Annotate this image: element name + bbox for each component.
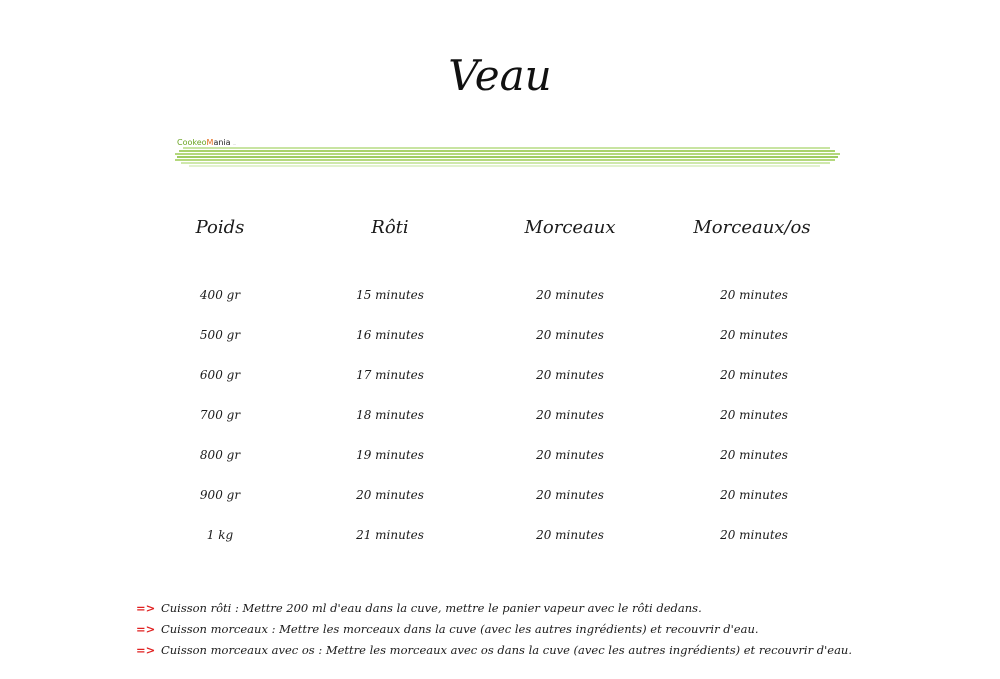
table-cell-morceaux: 20 minutes (536, 488, 604, 502)
header-morceaux-os: Morceaux/os (693, 217, 811, 238)
table-cell-roti: 19 minutes (356, 448, 424, 462)
note-text: Cuisson rôti : Mettre 200 ml d'eau dans la cuve, mettre le panier vapeur avec le rôti dedans. (160, 601, 702, 615)
header-poids: Poids (195, 217, 245, 238)
table-cell-roti: 21 minutes (356, 528, 424, 542)
table-cell-morceaux: 20 minutes (536, 528, 604, 542)
table-cell-morceaux: 20 minutes (536, 448, 604, 462)
table-cell-roti: 16 minutes (356, 328, 424, 342)
decorative-stripes (175, 146, 840, 168)
brand-logo-part1: Cookeo (177, 138, 207, 147)
table-cell-morceaux-os: 20 minutes (720, 488, 788, 502)
table-cell-roti: 15 minutes (356, 288, 424, 302)
brand-logo-part2: M (206, 138, 214, 147)
table-cell-weight: 600 gr (199, 368, 241, 382)
brand-logo-part3: ania (213, 138, 231, 147)
table-cell-morceaux: 20 minutes (536, 328, 604, 342)
table-cell-weight: 700 gr (199, 408, 241, 422)
table-cell-morceaux-os: 20 minutes (720, 328, 788, 342)
note-cuisson-morceaux-os (136, 642, 852, 658)
table-cell-weight: 500 gr (199, 328, 241, 342)
table-cell-morceaux-os: 20 minutes (720, 368, 788, 382)
arrow-icon: => (136, 622, 156, 636)
table-cell-roti: 20 minutes (356, 488, 424, 502)
table-cell-morceaux: 20 minutes (536, 368, 604, 382)
note-cuisson-roti (136, 600, 702, 616)
table-cell-morceaux-os: 20 minutes (720, 288, 788, 302)
note-cuisson-morceaux (136, 621, 759, 637)
table-cell-morceaux: 20 minutes (536, 408, 604, 422)
table-cell-morceaux-os: 20 minutes (720, 528, 788, 542)
arrow-icon: => (136, 643, 156, 657)
header-roti: Rôti (371, 217, 409, 238)
table-cell-weight: 800 gr (199, 448, 241, 462)
table-cell-morceaux-os: 20 minutes (720, 448, 788, 462)
table-cell-weight: 900 gr (199, 488, 241, 502)
header-morceaux: Morceaux (524, 217, 616, 238)
table-cell-morceaux-os: 20 minutes (720, 408, 788, 422)
table-cell-roti: 17 minutes (356, 368, 424, 382)
table-cell-roti: 18 minutes (356, 408, 424, 422)
note-text: Cuisson morceaux : Mettre les morceaux dans la cuve (avec les autres ingrédients) et recouvrir d'eau. (160, 622, 759, 636)
table-cell-weight: 1 kg (206, 528, 234, 542)
page-title: Veau (448, 51, 552, 100)
note-text: Cuisson morceaux avec os : Mettre les morceaux avec os dans la cuve (avec les autres ingrédients) et recouvrir d'eau. (160, 643, 852, 657)
table-cell-weight: 400 gr (199, 288, 241, 302)
table-cell-morceaux: 20 minutes (536, 288, 604, 302)
arrow-icon: => (136, 601, 156, 615)
brand-tagline: ... (232, 141, 237, 146)
